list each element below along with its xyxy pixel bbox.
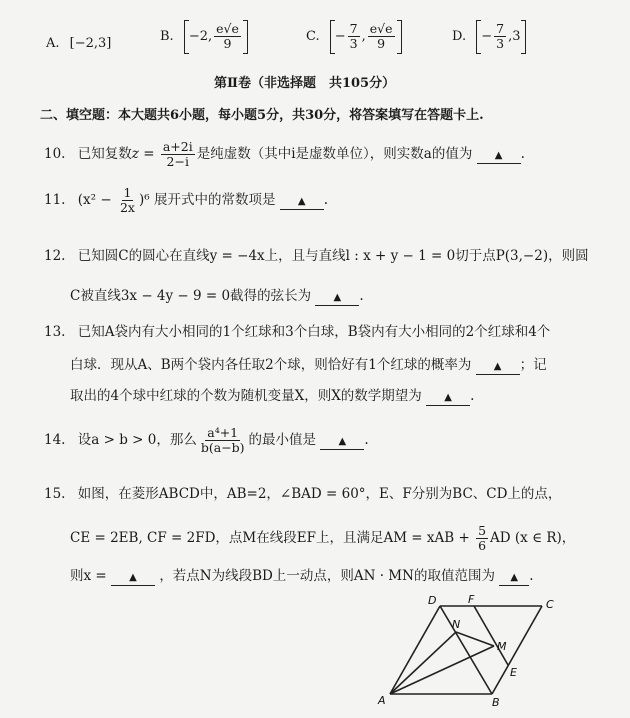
option-c-den1: 3: [349, 36, 358, 51]
answer-triangle-icon: ▲: [333, 292, 342, 303]
option-c-num2: e√e: [369, 21, 393, 36]
section-title: 第Ⅱ卷（非选择题 共105分）: [214, 76, 396, 91]
label-e: E: [510, 666, 517, 679]
question-10-number: 10.: [44, 146, 66, 162]
question-15-line3-mid: ，若点N为线段BD上一动点，则AN · MN的取值范围为: [159, 568, 495, 584]
question-14: 14. 设a > b > 0，那么 $\frac{\text{a⁴+1}}{b(a-b)}$ 的最小值是 ▲ .: [44, 425, 369, 455]
question-10-post: 是纯虚数（其中i是虚数单位），则实数a的值为: [196, 146, 473, 162]
question-14-num: a⁴+1: [207, 425, 239, 440]
question-13-line3: 取出的4个球中红球的个数为随机变量X，则X的数学期望为: [70, 388, 422, 404]
option-c-interval: − $\frac{7}{3}$ , $\frac{e√e}{9}$: [330, 20, 402, 54]
label-n: N: [452, 618, 461, 631]
question-15-line2: CE = 2EB, CF = 2FD，点M在线段EF上，且满足AM = xAB +: [70, 530, 475, 546]
option-c-num1: 7: [349, 21, 358, 36]
question-11-num: 1: [123, 185, 132, 200]
question-11-expr-post: )⁶: [138, 192, 150, 208]
question-11: 11. (x² − $\frac{1}{2x}$ )⁶ 展开式中的常数项是 ▲ .: [44, 185, 329, 215]
question-10-den: 2−i: [166, 154, 189, 169]
question-12-cont: C被直线3x − 4y − 9 = 0截得的弦长为 ▲ .: [70, 288, 364, 304]
option-b-pre: −2,: [188, 29, 213, 44]
option-d-num: 7: [496, 21, 505, 36]
question-12-number: 12.: [44, 248, 66, 264]
question-15-num: 5: [478, 523, 487, 538]
label-d: D: [428, 594, 437, 607]
question-10: 10. 已知复数z = $\frac{a+2i}{2-i}$ 是纯虚数（其中i是虚数单位），则实数a的值为 ▲ .: [44, 139, 525, 169]
question-10-var: z: [131, 146, 139, 162]
section-instructions: 二、填空题：本大题共6小题，每小题5分，共30分，将答案填写在答题卡上.: [40, 108, 484, 123]
question-13-line1: 已知A袋内有大小相同的1个红球和3个白球，B袋内有大小相同的2个红球和4个: [77, 324, 551, 340]
option-c-den2: 9: [377, 36, 386, 51]
option-d-sign: −: [481, 29, 493, 44]
question-10-num: a+2i: [162, 139, 193, 154]
question-11-number: 11.: [44, 192, 66, 208]
segment-ad: [390, 606, 440, 694]
answer-triangle-icon: ▲: [129, 572, 137, 583]
question-14-pre: 设a > b > 0，那么: [77, 432, 197, 448]
question-11-den: 2x: [119, 200, 135, 215]
option-d-tail: ,3: [508, 29, 521, 44]
label-c: C: [546, 598, 554, 611]
question-11-post: 展开式中的常数项是: [153, 192, 276, 208]
question-15-number: 15.: [44, 486, 66, 502]
option-a-letter: A.: [46, 36, 60, 51]
question-15-line3-pre: 则x =: [70, 568, 107, 584]
option-c-sign: −: [334, 29, 346, 44]
question-15-line1: 如图，在菱形ABCD中，AB=2，∠BAD = 60°，E、F分别为BC、CD上的点，: [77, 486, 562, 502]
question-12-line2: C被直线3x − 4y − 9 = 0截得的弦长为: [70, 288, 312, 304]
question-13-number: 13.: [44, 324, 66, 340]
question-15-line2-post: AD (x ∈ R)，: [490, 530, 576, 546]
label-m: M: [497, 640, 507, 653]
answer-triangle-icon: ▲: [444, 392, 452, 403]
question-10-pre: 已知复数: [77, 146, 132, 162]
answer-triangle-icon: ▲: [494, 150, 503, 161]
option-b-letter: B.: [160, 29, 174, 44]
answer-triangle-icon: ▲: [493, 361, 502, 372]
question-15-cont2: 则x = ▲ ，若点N为线段BD上一动点，则AN · MN的取值范围为 ▲ .: [70, 568, 534, 584]
label-a: A: [378, 694, 386, 707]
question-13-cont2: 取出的4个球中红球的个数为随机变量X，则X的数学期望为 ▲ .: [70, 388, 475, 404]
option-d-letter: D.: [452, 29, 467, 44]
question-13-line2-post: ；记: [519, 357, 547, 373]
answer-triangle-icon: ▲: [510, 572, 519, 583]
answer-triangle-icon: ▲: [338, 436, 347, 447]
segment-ef: [474, 606, 508, 665]
label-b: B: [492, 696, 500, 709]
answer-triangle-icon: ▲: [297, 196, 306, 207]
question-14-number: 14.: [44, 432, 66, 448]
option-c-letter: C.: [306, 29, 320, 44]
question-13-line2: 白球．现从A、B两个袋内各任取2个球，则恰好有1个红球的概率为: [70, 357, 472, 373]
option-d-den: 3: [496, 36, 505, 51]
question-15-den: 6: [478, 538, 487, 553]
question-10-eq: =: [138, 146, 159, 162]
option-a-value: [−2,3]: [69, 36, 112, 51]
option-b-den: 9: [223, 36, 232, 51]
question-14-den: b(a−b): [200, 440, 245, 455]
question-12-line1: 已知圆C的圆心在直线y = −4x上，且与直线l : x + y − 1 = 0切于点P(3,−2)，则圆: [77, 248, 589, 264]
question-11-expr-pre: (x² −: [77, 192, 116, 208]
label-f: F: [468, 593, 475, 606]
segment-an: [390, 632, 456, 694]
option-b-num: e√e: [216, 21, 239, 36]
question-14-post: 的最小值是: [248, 432, 317, 448]
